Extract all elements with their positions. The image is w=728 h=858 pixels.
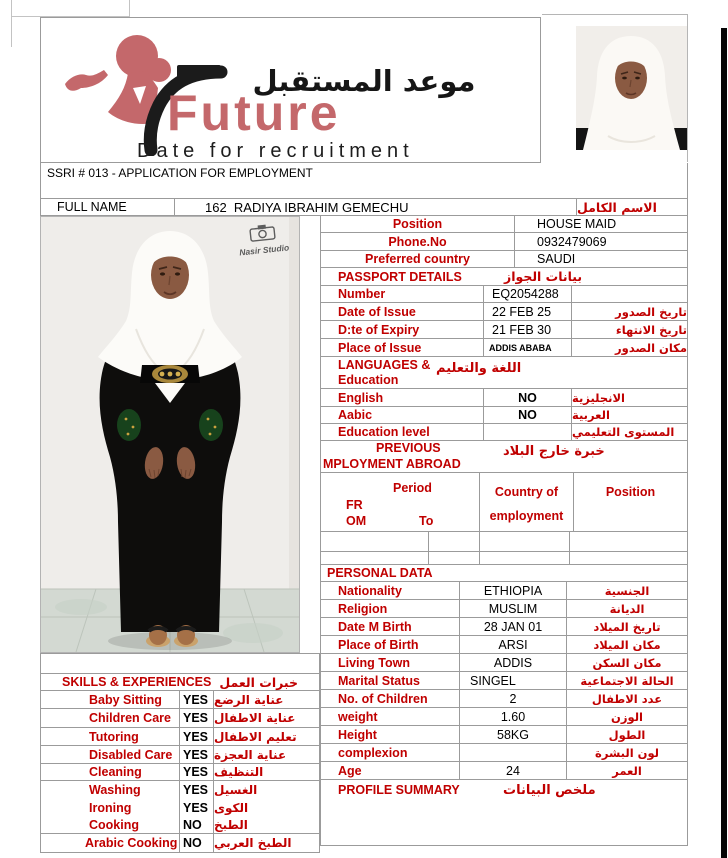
skill-label: Baby Sitting [89,692,162,707]
passport-photo-image [576,26,687,150]
profile-summary-section [321,780,687,846]
skill-value: YES [179,746,213,763]
logo-tagline-text: Date for recruitment [137,140,414,162]
weight-arabic: الوزن [566,708,687,725]
profile-summary-title: PROFILE SUMMARY [338,783,460,797]
skill-value: YES [179,691,213,708]
to-label: To [419,514,434,528]
phone-value: 0932479069 [514,233,687,250]
country-of-employment-cell: Country of employment [479,473,573,531]
date-of-expiry-value: 21 FEB 30 [483,321,571,338]
skills-empty-row [41,654,319,674]
marital-status-label: Marital Status [338,673,420,688]
place-of-issue-value: ADDIS ABABA [483,339,571,356]
skill-arabic: عناية الاطفال [213,709,319,727]
table-row [321,744,687,762]
position-label: Position [392,217,443,231]
profile-summary-arabic: ملخص البيانات [503,783,596,798]
religion-value: MUSLIM [459,600,566,617]
complexion-arabic: لون البشرة [566,744,687,761]
height-arabic: الطول [566,726,687,743]
skill-arabic: عناية العجزة [213,746,319,763]
skill-arabic: الكوى [213,799,319,816]
personal-section-header [321,565,687,582]
employment-empty-row [321,532,687,552]
english-label: English [338,390,384,405]
full-name-value: 162 RADIYA IBRAHIM GEMECHU [174,199,576,215]
table-row [321,582,687,600]
personal-title: PERSONAL DATA [327,566,433,580]
skill-value: YES [179,781,213,799]
from-label-line2: OM [346,514,367,528]
children-value: 2 [459,690,566,707]
form-title: SSRI # 013 - APPLICATION FOR EMPLOYMENT [47,166,313,180]
table-row [321,708,687,726]
date-of-expiry-arabic: تاريخ الانتهاء [571,321,687,338]
children-label: No. of Children [338,691,428,706]
skill-arabic: الطبخ [213,816,319,833]
details-table [320,216,688,846]
employment-period-header [321,473,687,532]
place-of-birth-arabic: مكان الميلاد [566,636,687,653]
living-town-arabic: مكان السكن [566,654,687,671]
english-value: NO [483,389,571,406]
table-row [321,690,687,708]
skill-value: NO [179,816,213,833]
employment-section-header [321,441,687,473]
skill-row [41,816,319,834]
education-level-value [483,424,571,440]
living-town-value: ADDIS [459,654,566,671]
table-row [321,339,687,357]
table-row [321,407,687,424]
table-row [321,424,687,441]
table-row [321,618,687,636]
table-row [321,321,687,339]
date-of-issue-label: Date of Issue [338,304,416,319]
marital-status-arabic: الحالة الاجتماعية [566,672,687,689]
skill-row [41,746,319,764]
education-level-arabic: المستوى التعليمي [571,424,687,440]
skills-title: SKILLS & EXPERIENCES [62,675,212,689]
gridline-artifact [129,0,130,16]
passport-section-header [321,268,687,286]
date-of-birth-arabic: تاريخ الميلاد [566,618,687,635]
table-row [321,286,687,303]
date-of-expiry-label: D:te of Expiry [338,322,420,337]
passport-title: PASSPORT DETAILS [338,269,462,284]
weight-label: weight [338,709,378,724]
full-name-label: FULL NAME [57,200,127,214]
religion-label: Religion [338,601,388,616]
education-level-label: Education level [338,425,430,439]
place-of-issue-arabic: مكان الصدور [571,339,687,356]
skill-label: Cooking [89,817,139,832]
skill-row [41,781,319,799]
living-town-label: Living Town [338,655,410,670]
employment-title: PREVIOUS MPLOYMENT ABROAD [323,440,461,471]
passport-title-arabic: بيانات الجواز [504,269,583,284]
full-name-row [40,198,688,216]
arabic-lang-label: Aabic [338,408,373,422]
table-row [321,672,687,690]
skill-value: YES [179,728,213,745]
date-of-birth-label: Date M Birth [338,619,412,634]
date-of-issue-value: 22 FEB 25 [483,303,571,320]
skill-value: YES [179,709,213,727]
place-of-birth-label: Place of Birth [338,637,419,652]
children-arabic: عدد الاطفال [566,690,687,707]
nationality-value: ETHIOPIA [459,582,566,599]
skills-header [41,674,319,691]
position-column-cell: Position [573,473,687,531]
position-value: HOUSE MAID [514,216,687,232]
religion-arabic: الديانة [566,600,687,617]
studio-watermark [231,220,296,258]
age-value: 24 [459,762,566,779]
from-label-line1: FR [346,498,363,512]
nationality-arabic: الجنسية [566,582,687,599]
applicant-photo [40,216,300,653]
table-row [321,654,687,672]
table-row [321,251,687,268]
languages-section-header [321,357,687,389]
arabic-lang-arabic: العربية [571,407,687,423]
skill-row [41,764,319,781]
full-name-label-arabic: الاسم الكامل [576,199,687,215]
place-of-birth-value: ARSI [459,636,566,653]
skill-label: Ironing [89,800,132,815]
employment-empty-row [321,552,687,565]
skill-row [41,709,319,728]
passport-number-arabic [571,286,687,302]
skills-table [40,653,320,853]
table-row [321,233,687,251]
gridline-artifact [11,0,12,47]
preferred-country-label: Preferred country [365,252,470,266]
skills-title-arabic: خبرات العمل [219,674,298,690]
skill-row [41,728,319,746]
complexion-value [459,744,566,761]
table-row [321,726,687,744]
skill-label: Washing [89,783,141,797]
skill-row [41,691,319,709]
age-arabic: العمر [566,762,687,779]
studio-watermark-text: Nasir Studio [238,242,290,258]
logo-brand-text: Future [167,85,341,141]
phone-label: Phone.No [388,234,447,249]
photo-cell-border [542,14,688,15]
skill-label: Children Care [89,711,171,725]
passport-photo [576,26,687,150]
skill-value: YES [179,764,213,780]
skill-arabic: التنظيف [213,764,319,780]
skill-label: Disabled Care [89,747,173,762]
weight-value: 1.60 [459,708,566,725]
period-cell [321,473,479,531]
skill-value: NO [179,834,213,852]
skill-row [41,834,319,853]
logo-box [40,17,541,163]
passport-number-label: Number [338,287,386,301]
camera-icon [248,222,276,243]
preferred-country-value: SAUDI [514,251,687,267]
skill-row [41,799,319,816]
table-row [321,303,687,321]
table-row [321,216,687,233]
english-arabic: الانجليزية [571,389,687,406]
skill-arabic: عناية الرضع [213,691,319,708]
age-label: Age [338,763,362,778]
logo-arabic-text: موعد المستقبل [252,64,476,98]
height-label: Height [338,727,377,742]
table-row [321,600,687,618]
date-of-birth-value: 28 JAN 01 [459,618,566,635]
languages-title: LANGUAGES & Education [338,357,431,387]
marital-status-value: SINGEL [459,672,566,689]
employment-title-arabic: خبرة خارج البلاد [503,444,605,459]
languages-title-arabic: اللغة والتعليم [436,361,522,376]
skill-arabic: الطبخ العربي [213,834,319,852]
height-value: 58KG [459,726,566,743]
skill-label: Cleaning [89,765,142,779]
form-title-row [40,163,688,198]
skill-label: Arabic Cooking [85,836,178,850]
skill-value: YES [179,799,213,816]
place-of-issue-label: Place of Issue [338,340,422,355]
skill-label: Tutoring [89,729,139,744]
skill-arabic: تعليم الاطفال [213,728,319,745]
page-edge-bar [721,28,727,858]
table-row [321,389,687,407]
skill-arabic: الغسيل [213,781,319,799]
applicant-photo-image [41,217,299,652]
complexion-label: complexion [338,745,408,760]
passport-number-value: EQ2054288 [483,286,571,302]
table-row [321,762,687,780]
date-of-issue-arabic: تاريخ الصدور [571,303,687,320]
photo-cell-border [687,14,688,162]
arabic-lang-value: NO [483,407,571,423]
nationality-label: Nationality [338,583,402,598]
period-label: Period [393,481,432,495]
table-row [321,636,687,654]
